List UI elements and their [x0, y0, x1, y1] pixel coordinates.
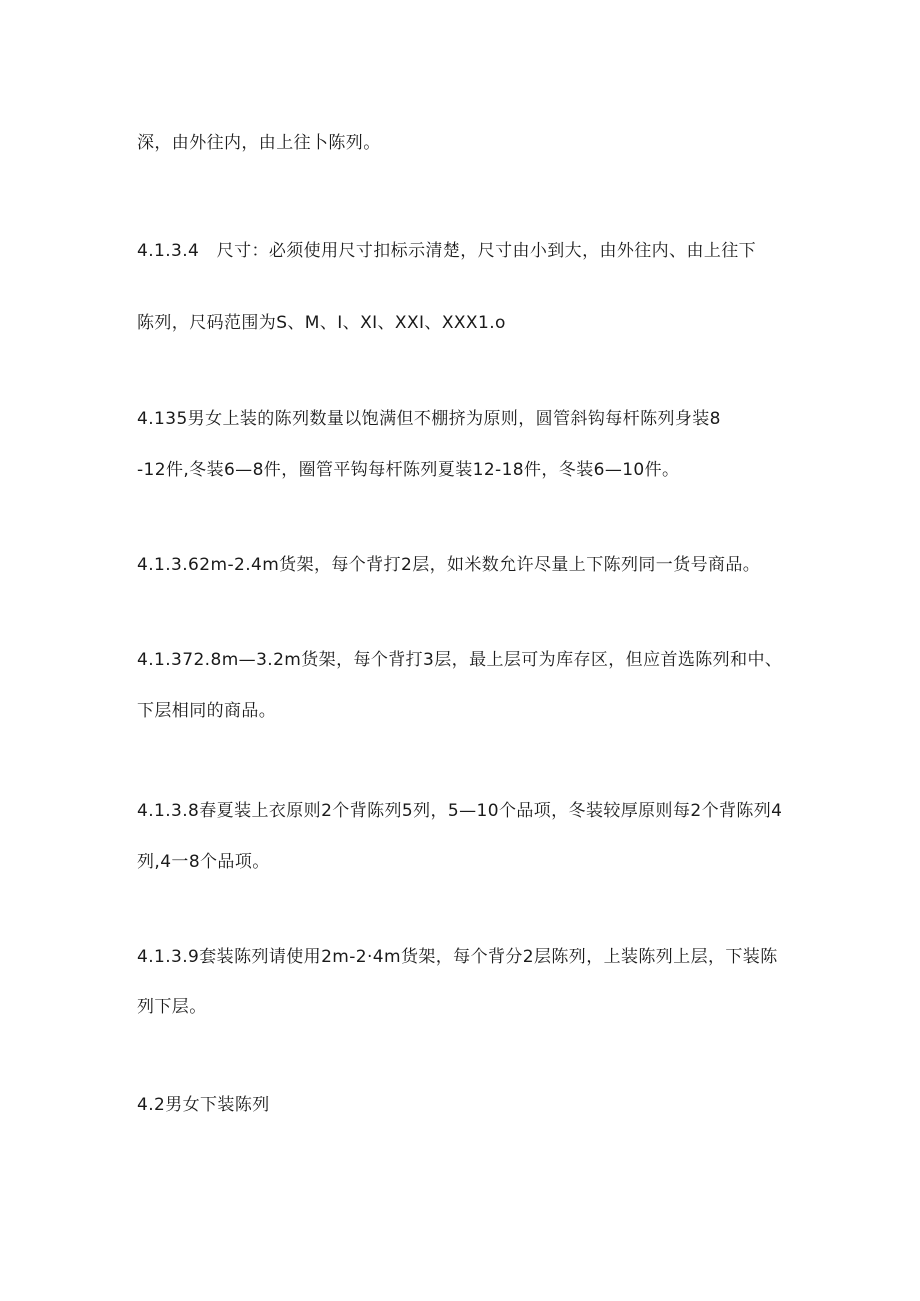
text-line-4-1-3-7-rack-2-8m: 4.1.372.8m—3.2m货架，每个背打3层，最上层可为库存区，但应首选陈列和中、 [137, 650, 783, 670]
text-line-size-range: 陈列，尺码范围为S、M、I、XI、XXI、XXX1.o [137, 313, 506, 333]
text-line-4-1-3-8-spring-summer: 4.1.3.8春夏装上衣原则2个背陈列5列，5—10个品项，冬装较厚原则每2个背陈列4 [137, 801, 783, 821]
text-line-4-1-3-9-suits: 4.1.3.9套装陈列请使用2m-2·4m货架，每个背分2层陈列，上装陈列上层，下装陈 [137, 947, 778, 967]
text-line-4-1-3-5-tops-quantity: 4.135男女上装的陈列数量以饱满但不棚挤为原则，圆管斜钩每杆陈列身装8 [137, 409, 721, 429]
text-line-4-1-3-4-size: 4.1.3.4 尺寸：必须使用尺寸扣标示清楚，尺寸由小到大，由外往内、由上往下 [137, 241, 757, 261]
text-line-rack-2-8m-cont: 下层相同的商品。 [137, 701, 277, 721]
text-line-tops-quantity-cont: -12件,冬装6—8件，圈管平钩每杆陈列夏装12-18件，冬装6—10件。 [137, 460, 680, 480]
text-line-suits-cont: 列下层。 [137, 997, 207, 1017]
section-heading-4-2-bottoms: 4.2男女下装陈列 [137, 1095, 270, 1115]
text-line-spring-summer-cont: 列,4一8个品项。 [137, 852, 270, 872]
text-line-continuation-display-order: 深，由外往内，由上往卜陈列。 [137, 133, 381, 153]
text-line-4-1-3-6-rack-2m: 4.1.3.62m-2.4m货架，每个背打2层，如米数允许尽量上下陈列同一货号商品。 [137, 555, 761, 575]
